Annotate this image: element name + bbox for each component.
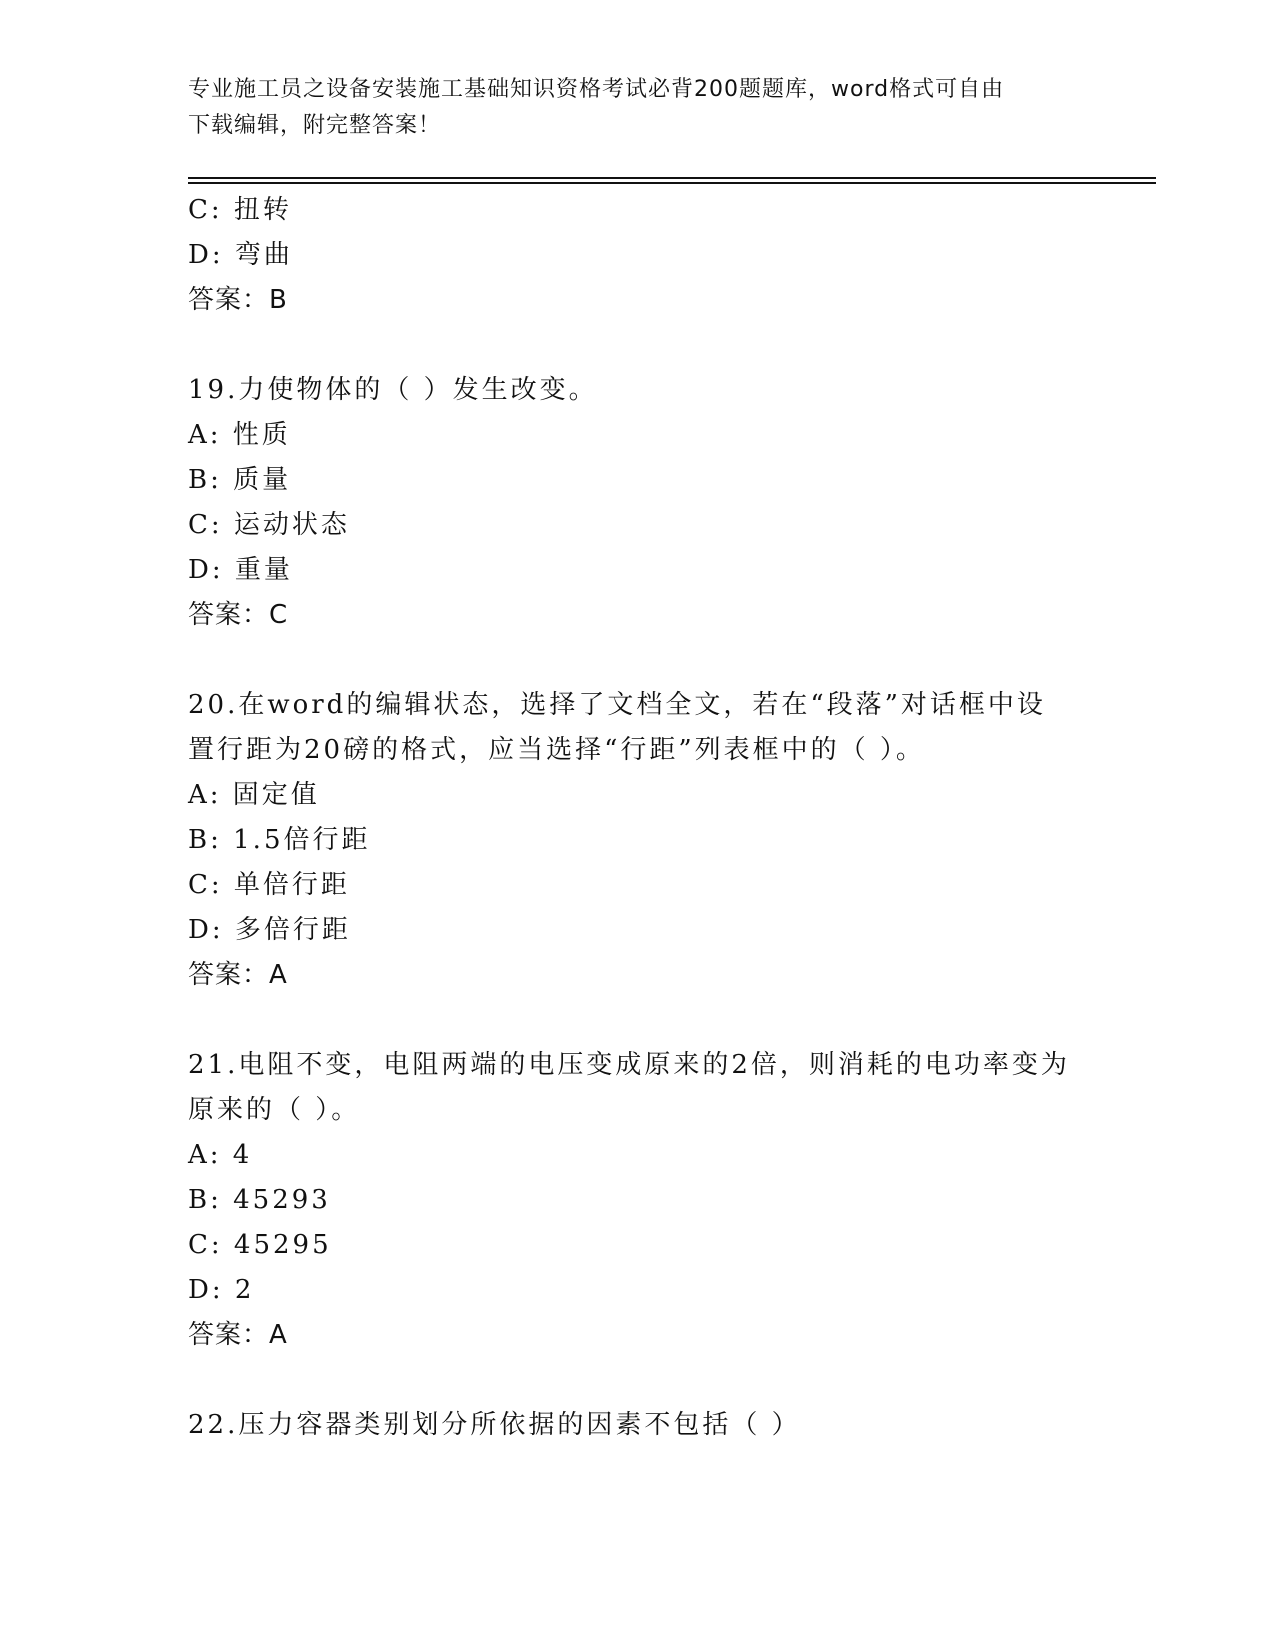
q18-answer: 答案：B <box>188 285 288 315</box>
q21-answer: 答案：A <box>188 1320 288 1350</box>
q21-option-d: D: 2 <box>188 1275 255 1305</box>
q19-option-b: B: 质量 <box>188 465 292 495</box>
header-divider-top <box>188 177 1156 179</box>
q19-option-a: A: 性质 <box>188 420 291 450</box>
q22-stem: 22.压力容器类别划分所依据的因素不包括（ ） <box>188 1410 801 1440</box>
q21-stem-line-2: 原来的（ ）。 <box>188 1095 361 1125</box>
q20-stem-line-2: 置行距为20磅的格式，应当选择“行距”列表框中的（ ）。 <box>188 735 925 765</box>
q19-answer: 答案：C <box>188 600 289 630</box>
q20-answer: 答案：A <box>188 960 288 990</box>
q21-option-b: B: 45293 <box>188 1185 331 1215</box>
q21-option-a: A: 4 <box>188 1140 253 1170</box>
q21-stem-line-1: 21.电阻不变，电阻两端的电压变成原来的2倍，则消耗的电功率变为 <box>188 1050 1070 1080</box>
q20-option-d: D: 多倍行距 <box>188 915 351 945</box>
q19-option-c: C: 运动状态 <box>188 510 350 540</box>
page-header <box>188 72 1088 144</box>
header-title-line-1: 专业施工员之设备安装施工基础知识资格考试必背200题题库，word格式可自由 <box>188 77 1005 102</box>
q19-stem: 19.力使物体的（ ）发生改变。 <box>188 375 598 405</box>
q21-option-c: C: 45295 <box>188 1230 332 1260</box>
q20-option-b: B: 1.5倍行距 <box>188 825 371 855</box>
q20-stem-line-1: 20.在word的编辑状态，选择了文档全文，若在“段落”对话框中设 <box>188 690 1046 720</box>
q20-option-a: A: 固定值 <box>188 780 320 810</box>
q20-option-c: C: 单倍行距 <box>188 870 350 900</box>
q19-option-d: D: 重量 <box>188 555 293 585</box>
q18-option-d: D: 弯曲 <box>188 240 293 270</box>
q18-option-c: C: 扭转 <box>188 195 292 225</box>
header-title-line-2: 下载编辑，附完整答案！ <box>188 113 442 138</box>
header-divider-bottom <box>188 182 1156 184</box>
